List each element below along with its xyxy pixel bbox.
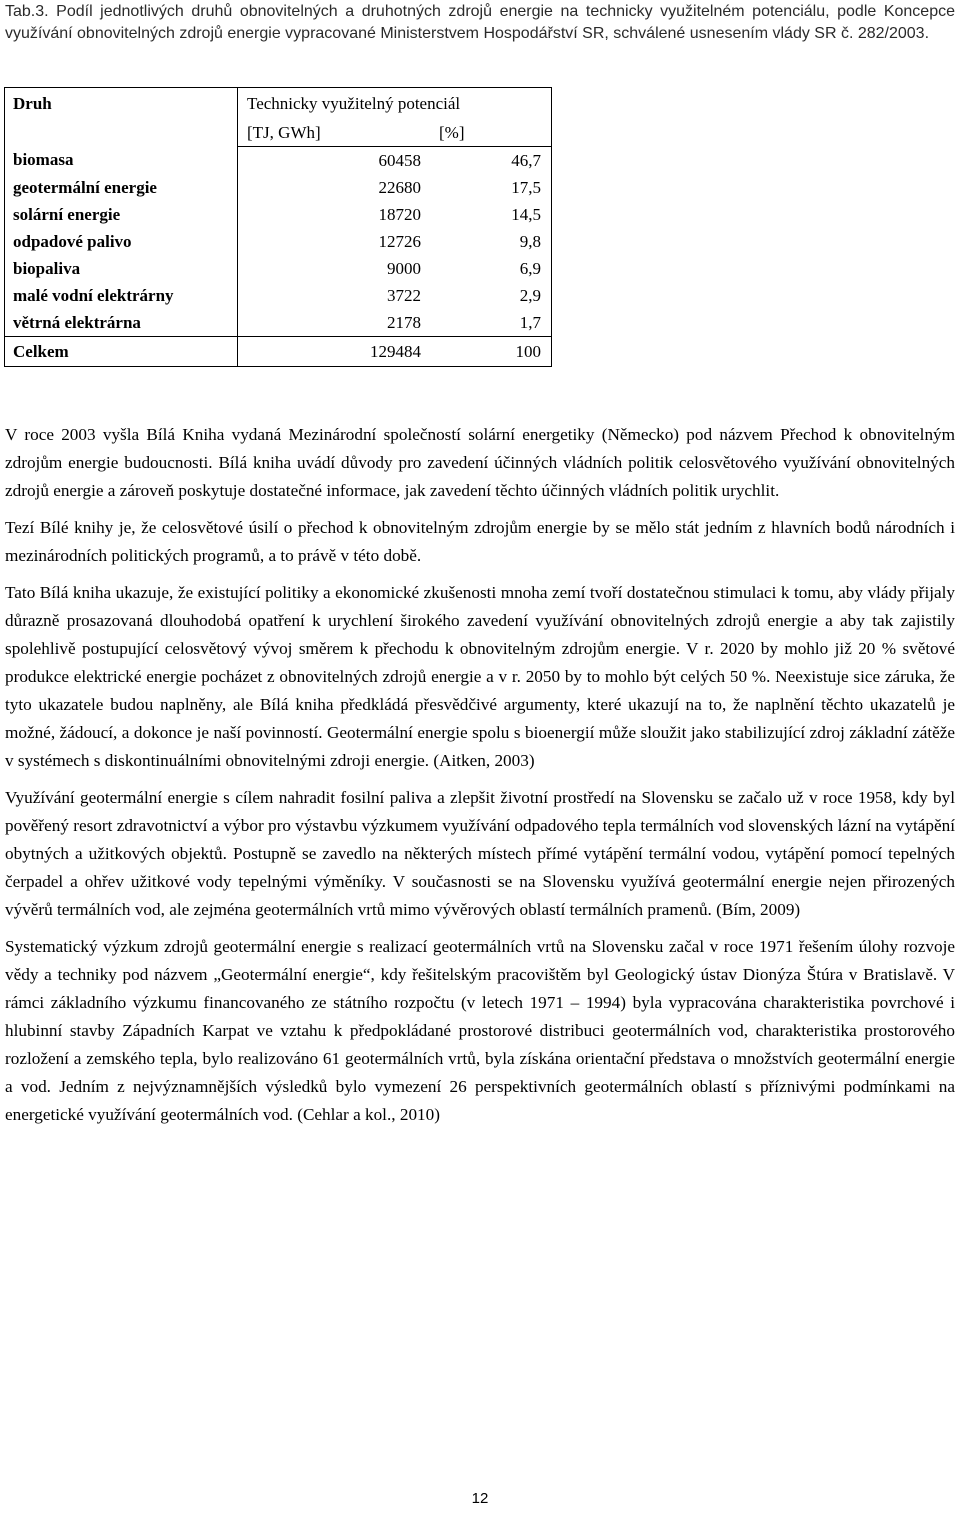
row-name: větrná elektrárna	[13, 312, 141, 332]
table-caption: Tab.3. Podíl jednotlivých druhů obnovitelných a druhotných zdrojů energie na technicky využitelném potenciálu, podle Koncepce využívání obnovitelných zdrojů energie vypracované Ministerstvem Hospodářství SR, schválené usnesením vlády SR č. 282/2003.	[5, 3, 955, 42]
row-name: solární energie	[13, 204, 121, 224]
total-percent: 100	[431, 337, 552, 367]
row-name: malé vodní elektrárny	[13, 285, 174, 305]
row-value: 18720	[238, 201, 432, 228]
header-potential: Technicky využitelný potenciál	[238, 88, 552, 120]
row-name: geotermální energie	[13, 177, 157, 197]
unit-percent: [%]	[431, 119, 552, 147]
row-value: 9000	[238, 255, 432, 282]
table-row	[5, 147, 552, 175]
row-name: odpadové palivo	[13, 231, 132, 251]
page-number: 12	[471, 1490, 489, 1507]
table-unit-row	[5, 119, 552, 147]
paragraph: Využívání geotermální energie s cílem nahradit fosilní paliva a zlepšit životní prostředí na Slovensku se začalo už v roce 1958, kdy byl pověřený resort zdravotnictví a výbor pro výstavbu výzkumem využívání odpadového tepla termálních vod slovenských lázní na vytápění obytných a užitkových objektů. Postupně se zavedlo na některých místech přímé vytápění termální vodou, vytápění pomocí tepelných čerpadel a ohřev užitkové vody tepelnými výměníky. V současnosti se na Slovensku využívá geotermální energie nejen přirozených vývěrů termálních vod, ale zejména geotermálních vrtů mimo vývěrových oblastí termálních pramenů. (Bím, 2009)	[5, 788, 955, 919]
paragraph: Tato Bílá kniha ukazuje, že existující politiky a ekonomické zkušenosti mnoha zemí tvoří dostatečnou stimulaci k tomu, aby vlády přijaly důrazně prosazovaná dlouhodobá opatření k urychlení širokého zavedení využívání obnovitelných zdrojů energie a aby tak zajistily spolehlivě postupující celosvětový vývoj směrem k přechodu k obnovitelným zdrojům energie. V r. 2020 by mohlo již 20 % světové produkce elektrické energie pocházet z obnovitelných zdrojů energie a v r. 2050 by to mohlo být celých 50 %. Neexistuje sice záruka, že tyto ukazatele budou naplněny, ale Bílá kniha předkládá přesvědčivé argumenty, které ukazují na to, že naplnění těchto ukazatelů je možné, žádoucí, a dokonce je naší povinností. Geotermální energie spolu s bioenergií může sloužit jako stabilizující zdroj základní zátěže v systémech s diskontinuálními obnovitelnými zdroji energie. (Aitken, 2003)	[5, 583, 955, 770]
table-total-row	[5, 337, 552, 367]
row-percent: 9,8	[519, 231, 541, 251]
total-value: 129484	[238, 337, 432, 367]
body-text	[5, 421, 955, 1138]
unit-absolute: [TJ, GWh]	[238, 119, 432, 147]
energy-potential-table	[4, 87, 552, 367]
row-name: biopaliva	[13, 258, 81, 278]
header-type: Druh	[13, 93, 52, 113]
paragraph: Tezí Bílé knihy je, že celosvětové úsilí o přechod k obnovitelným zdrojům energie by se mělo stát jedním z hlavních bodů národních i mezinárodních politických programů, a to právě v této době.	[5, 518, 955, 565]
row-value: 60458	[238, 147, 432, 175]
row-percent: 6,9	[519, 258, 541, 278]
table-row	[5, 255, 552, 282]
paragraph: Systematický výzkum zdrojů geotermální energie s realizací geotermálních vrtů na Slovensku začal v roce 1971 řešením úlohy rozvoje vědy a techniky pod názvem „Geotermální energie“, kdy řešitelským pracovištěm byl Geologický ústav Dionýza Štúra v Bratislavě. V rámci základního výzkumu financovaného ze státního rozpočtu (v letech 1971 – 1994) byla vypracována charakteristika povrchové i hlubinní stavby Západních Karpat ve vztahu k předpokládané prostorové distribuci geotermálních vod, charakteristika prostorového rozložení a zemského tepla, bylo realizováno 61 geotermálních vrtů, byla získána orientační představa o množstvích geotermální energie a vod. Jedním z nejvýznamnějších výsledků bylo vymezení 26 perspektivních geotermálních oblastí s příznivými podmínkami na energetické využívání geotermálních vod. (Cehlar a kol., 2010)	[5, 937, 955, 1124]
row-percent: 1,7	[519, 312, 541, 332]
row-value: 22680	[238, 174, 432, 201]
table-row	[5, 282, 552, 309]
table-row	[5, 201, 552, 228]
table-row	[5, 309, 552, 337]
row-value: 2178	[238, 309, 432, 337]
total-name: Celkem	[5, 337, 238, 367]
table-row	[5, 228, 552, 255]
row-percent: 2,9	[519, 285, 541, 305]
row-value: 12726	[238, 228, 432, 255]
row-value: 3722	[238, 282, 432, 309]
row-percent: 17,5	[511, 177, 541, 197]
row-percent: 14,5	[511, 204, 541, 224]
row-percent: 46,7	[511, 150, 541, 170]
table-header-row	[5, 88, 552, 120]
paragraph: V roce 2003 vyšla Bílá Kniha vydaná Mezinárodní společností solární energetiky (Německo) pod názvem Přechod k obnovitelným zdrojům energie budoucnosti. Bílá kniha uvádí důvody pro zavedení účinných vládních politik celosvětového využívání obnovitelných zdrojů energie a zároveň poskytuje dostatečné informace, jak zavedení těchto účinných vládních politik urychlit.	[5, 425, 955, 500]
table-row	[5, 174, 552, 201]
row-name: biomasa	[13, 150, 74, 170]
